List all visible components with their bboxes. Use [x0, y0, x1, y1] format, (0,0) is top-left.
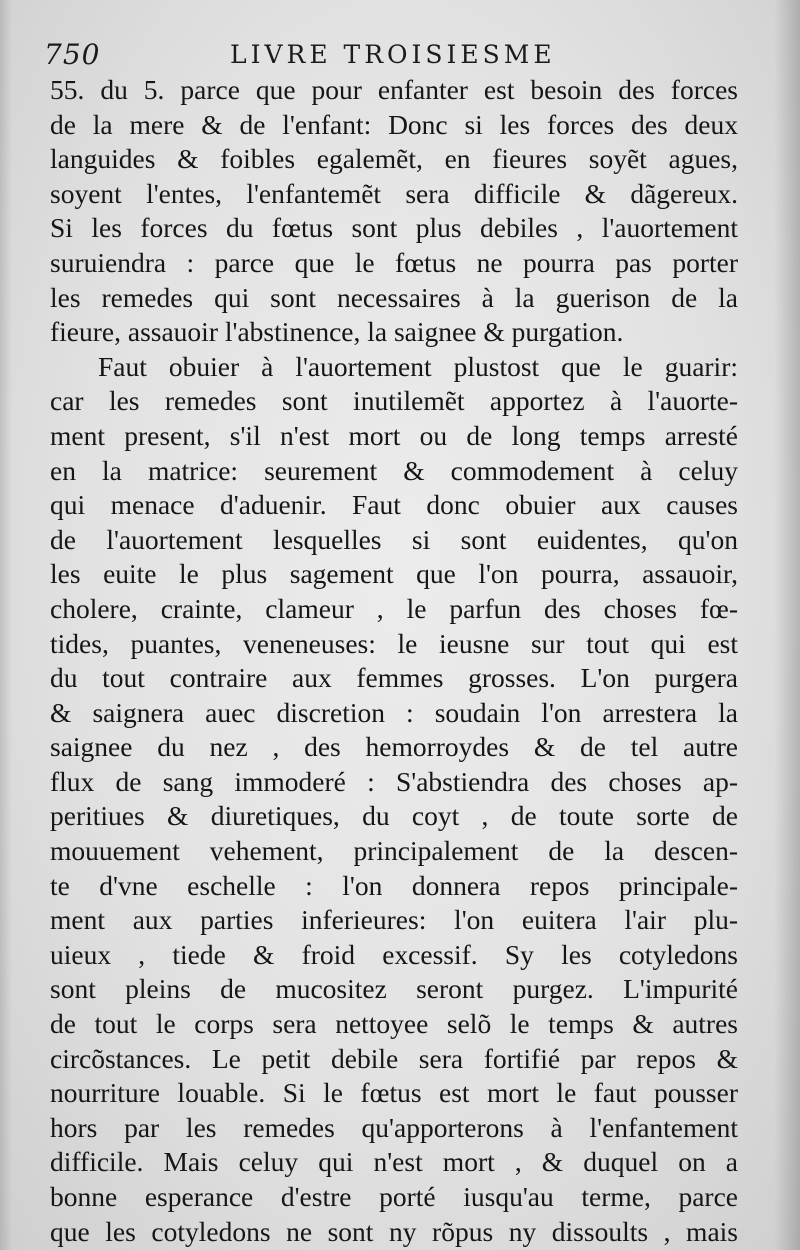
text-line: Si les forces du fœtus sont plus debiles , l'auortement: [50, 212, 738, 244]
text-line: les remedes qui sont necessaires à la guerison de la: [50, 281, 738, 313]
text-line: mouuement vehement, principalement de la descen-: [50, 835, 738, 867]
text-line: du tout contraire aux femmes grosses. L'on purgera: [50, 662, 738, 694]
text-line: car les remedes sont inutilemẽt apportez à l'auorte-: [50, 385, 738, 417]
page-gutter-shadow: [774, 0, 800, 1250]
text-line: bonne esperance d'estre porté iusqu'au terme, parce: [50, 1181, 738, 1212]
text-line: que les cotyledons ne sont ny rõpus ny dissoults , mais: [50, 1215, 738, 1247]
text-line: Faut obuier à l'auortement plustost que le guarir:: [98, 350, 738, 382]
text-line: nourriture louable. Si le fœtus est mort le faut pousser: [50, 1077, 738, 1109]
text-line: sont pleins de mucositez seront purgez. L'impurité: [50, 973, 738, 1005]
running-head: LIVRE TROISIESME: [230, 40, 556, 69]
text-line: de l'auortement lesquelles si sont euidentes, qu'on: [50, 523, 738, 555]
text-line: en la matrice: seurement & commodement à celuy: [50, 454, 738, 486]
page-number: 750: [44, 38, 101, 71]
text-line: languides & foibles egalemẽt, en fieures soyẽt agues,: [50, 143, 738, 175]
text-line: ment present, s'il n'est mort ou de long temps arresté: [50, 419, 738, 451]
text-line: fieure, assauoir l'abstinence, la saignee & purgation.: [50, 316, 624, 348]
text-line: te d'vne eschelle : l'on donnera repos principale-: [50, 869, 738, 901]
text-line: difficile. Mais celuy qui n'est mort , & duquel on a: [50, 1146, 738, 1178]
page-left-edge: [0, 0, 12, 1250]
text-line: suruiendra : parce que le fœtus ne pourra pas porter: [50, 246, 738, 278]
text-line: & saignera auec discretion : soudain l'on arrestera la: [50, 696, 738, 728]
text-line: circõstances. Le petit debile sera fortifié par repos &: [50, 1042, 738, 1074]
page-header: [44, 38, 744, 72]
body-text: [50, 73, 738, 1249]
text-line: qui menace d'aduenir. Faut donc obuier aux causes: [50, 489, 738, 521]
text-line: flux de sang immoderé : S'abstiendra des choses ap-: [50, 765, 738, 797]
text-line: hors par les remedes qu'apporterons à l'enfantement: [50, 1111, 738, 1143]
text-line: de la mere & de l'enfant: Donc si les forces des deux: [50, 108, 738, 140]
text-line: de tout le corps sera nettoyee selõ le temps & autres: [50, 1008, 738, 1040]
text-line: soyent l'entes, l'enfantemẽt sera difficile & dãgereux.: [50, 177, 738, 209]
text-line: les euite le plus sagement que l'on pourra, assauoir,: [50, 558, 738, 590]
text-line: ment aux parties inferieures: l'on euitera l'air plu-: [50, 904, 738, 936]
text-line: uieux , tiede & froid excessif. Sy les cotyledons: [50, 938, 738, 970]
text-line: cholere, crainte, clameur , le parfun des choses fœ-: [50, 592, 738, 624]
text-line: peritiues & diuretiques, du coyt , de toute sorte de: [50, 800, 738, 832]
text-line: saignee du nez , des hemorroydes & de tel autre: [50, 731, 738, 763]
text-line: 55. du 5. parce que pour enfanter est besoin des forces: [50, 74, 738, 105]
text-line: tides, puantes, veneneuses: le ieusne sur tout qui est: [50, 627, 738, 659]
